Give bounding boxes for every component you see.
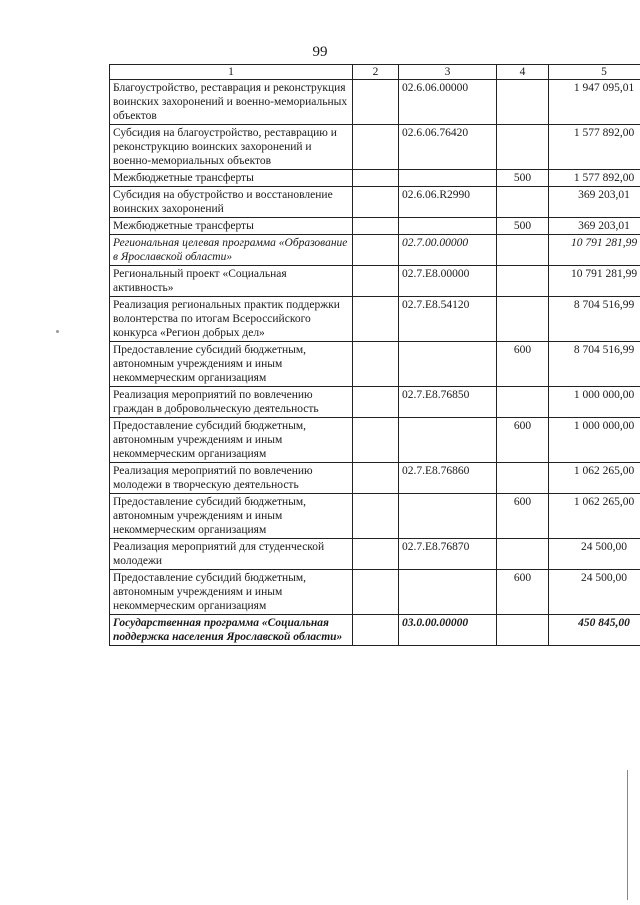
row-col2 (353, 539, 399, 570)
table-row (110, 570, 640, 615)
row-name: Межбюджетные трансферты (110, 218, 353, 235)
row-code (399, 418, 497, 463)
row-expense-type (497, 187, 549, 218)
row-col2 (353, 266, 399, 297)
row-amount: 24 500,00 (549, 539, 640, 570)
row-amount: 369 203,01 (549, 218, 640, 235)
row-name: Региональная целевая программа «Образование в Ярославской области» (110, 235, 353, 266)
row-code: 02.7.Е8.76870 (399, 539, 497, 570)
row-name: Предоставление субсидий бюджетным, автономным учреждениям и иным некоммерческим организациям (110, 418, 353, 463)
row-col2 (353, 615, 399, 646)
row-name: Реализация мероприятий по вовлечению граждан в добровольческую деятельность (110, 387, 353, 418)
row-name: Реализация мероприятий по вовлечению молодежи в творческую деятельность (110, 463, 353, 494)
row-col2 (353, 342, 399, 387)
row-name: Благоустройство, реставрация и реконструкция воинских захоронений и военно-мемориальных объектов (110, 80, 353, 125)
row-amount: 1 577 892,00 (549, 170, 640, 187)
row-expense-type: 600 (497, 418, 549, 463)
row-code (399, 494, 497, 539)
table-row (110, 266, 640, 297)
row-col2 (353, 218, 399, 235)
row-name: Государственная программа «Социальная поддержка населения Ярославской области» (110, 615, 353, 646)
row-expense-type (497, 615, 549, 646)
row-code: 02.7.Е8.54120 (399, 297, 497, 342)
table-row (110, 297, 640, 342)
budget-table (109, 64, 640, 646)
row-col2 (353, 297, 399, 342)
row-amount: 10 791 281,99 (549, 266, 640, 297)
row-amount: 450 845,00 (549, 615, 640, 646)
row-code: 02.7.Е8.76850 (399, 387, 497, 418)
row-amount: 1 000 000,00 (549, 418, 640, 463)
row-expense-type: 500 (497, 218, 549, 235)
row-code (399, 218, 497, 235)
table-row (110, 615, 640, 646)
row-expense-type: 600 (497, 570, 549, 615)
row-code (399, 570, 497, 615)
row-expense-type (497, 387, 549, 418)
table-row (110, 125, 640, 170)
row-expense-type (497, 235, 549, 266)
row-expense-type: 600 (497, 342, 549, 387)
table-row (110, 387, 640, 418)
row-col2 (353, 463, 399, 494)
row-col2 (353, 387, 399, 418)
row-amount: 1 062 265,00 (549, 463, 640, 494)
page-number: 99 (312, 44, 328, 60)
row-code: 02.6.06.R2990 (399, 187, 497, 218)
row-expense-type (497, 297, 549, 342)
row-expense-type (497, 125, 549, 170)
row-name: Межбюджетные трансферты (110, 170, 353, 187)
row-col2 (353, 125, 399, 170)
row-col2 (353, 170, 399, 187)
table-row (110, 463, 640, 494)
table-row (110, 80, 640, 125)
header-col-2: 2 (353, 65, 399, 80)
row-amount: 1 947 095,01 (549, 80, 640, 125)
row-amount: 8 704 516,99 (549, 342, 640, 387)
table-row (110, 418, 640, 463)
row-amount: 24 500,00 (549, 570, 640, 615)
row-amount: 369 203,01 (549, 187, 640, 218)
row-expense-type: 600 (497, 494, 549, 539)
row-expense-type: 500 (497, 170, 549, 187)
row-code (399, 170, 497, 187)
header-col-5: 5 (549, 65, 640, 80)
row-amount: 1 000 000,00 (549, 387, 640, 418)
row-col2 (353, 235, 399, 266)
row-col2 (353, 80, 399, 125)
row-code: 02.7.00.00000 (399, 235, 497, 266)
row-code: 03.0.00.00000 (399, 615, 497, 646)
row-amount: 10 791 281,99 (549, 235, 640, 266)
table-row (110, 187, 640, 218)
row-amount: 1 577 892,00 (549, 125, 640, 170)
row-col2 (353, 570, 399, 615)
header-row (110, 65, 640, 80)
row-name: Реализация мероприятий для студенческой молодежи (110, 539, 353, 570)
row-code (399, 342, 497, 387)
row-name: Региональный проект «Социальная активность» (110, 266, 353, 297)
row-col2 (353, 187, 399, 218)
scan-dot (56, 330, 59, 333)
row-code: 02.7.Е8.76860 (399, 463, 497, 494)
header-col-1: 1 (110, 65, 353, 80)
row-expense-type (497, 463, 549, 494)
row-name: Предоставление субсидий бюджетным, автономным учреждениям и иным некоммерческим организациям (110, 570, 353, 615)
row-name: Субсидия на обустройство и восстановление воинских захоронений (110, 187, 353, 218)
row-code: 02.7.Е8.00000 (399, 266, 497, 297)
scan-margin-line (627, 770, 628, 900)
row-expense-type (497, 80, 549, 125)
row-amount: 1 062 265,00 (549, 494, 640, 539)
row-code: 02.6.06.00000 (399, 80, 497, 125)
table-row (110, 494, 640, 539)
table-row (110, 218, 640, 235)
row-name: Предоставление субсидий бюджетным, автономным учреждениям и иным некоммерческим организациям (110, 494, 353, 539)
row-expense-type (497, 266, 549, 297)
row-col2 (353, 494, 399, 539)
row-name: Предоставление субсидий бюджетным, автономным учреждениям и иным некоммерческим организациям (110, 342, 353, 387)
table-row (110, 342, 640, 387)
table-row (110, 235, 640, 266)
row-amount: 8 704 516,99 (549, 297, 640, 342)
table-row (110, 539, 640, 570)
header-col-4: 4 (497, 65, 549, 80)
row-col2 (353, 418, 399, 463)
header-col-3: 3 (399, 65, 497, 80)
row-code: 02.6.06.76420 (399, 125, 497, 170)
row-name: Субсидия на благоустройство, реставрацию и реконструкцию воинских захоронений и военно-мемориальных объектов (110, 125, 353, 170)
row-name: Реализация региональных практик поддержки волонтерства по итогам Всероссийского конкурса «Регион добрых дел» (110, 297, 353, 342)
row-expense-type (497, 539, 549, 570)
table-row (110, 170, 640, 187)
